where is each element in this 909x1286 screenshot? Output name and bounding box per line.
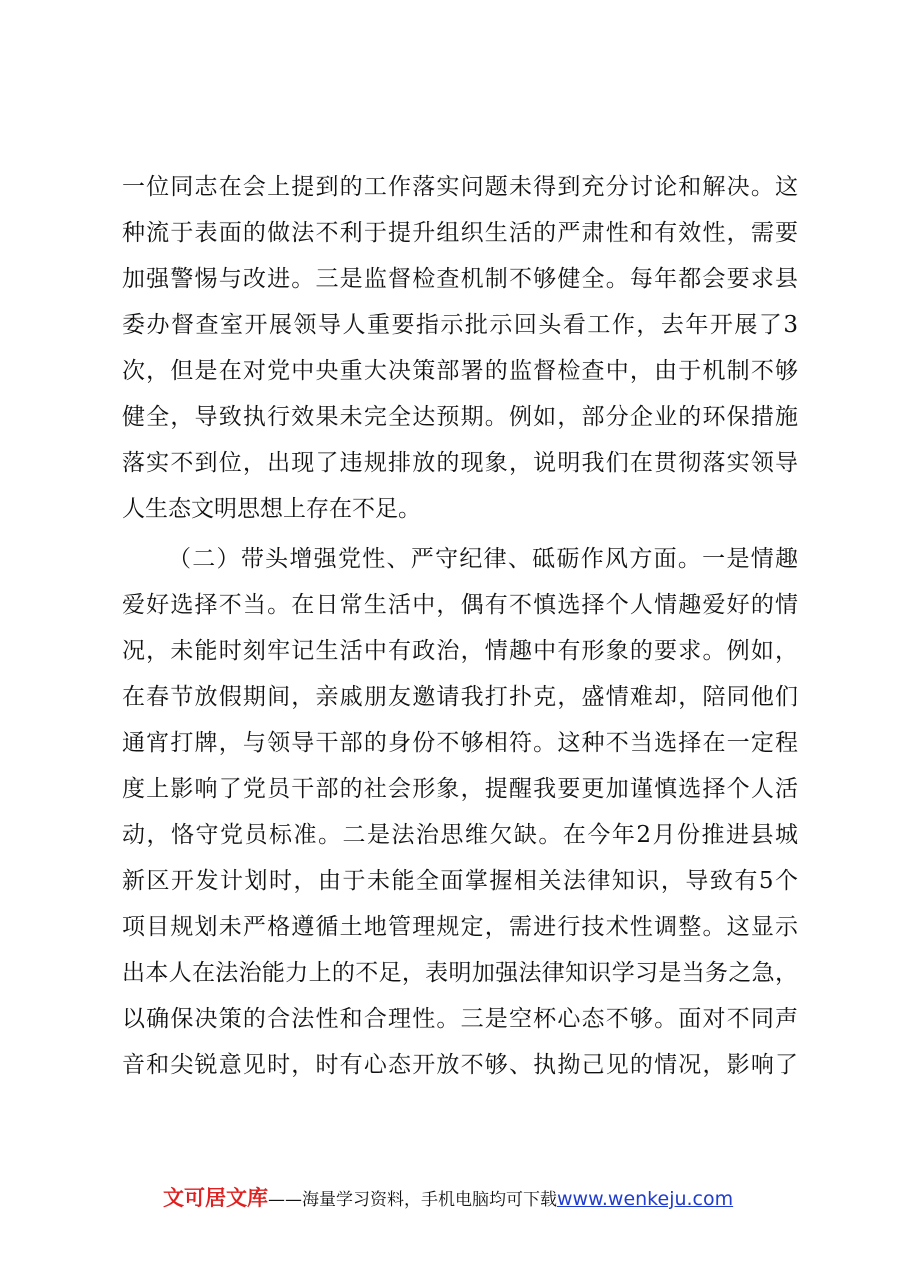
text-line: 动，恪守党员标准。二是法治思维欠缺。在今年2月份推进县城 — [122, 822, 798, 848]
text-line: 加强警惕与改进。三是监督检查机制不够健全。每年都会要求县 — [122, 266, 798, 292]
text-line: 一位同志在会上提到的工作落实问题未得到充分讨论和解决。这 — [122, 174, 798, 200]
document-body — [122, 164, 798, 1088]
text-line: 种流于表面的做法不利于提升组织生活的严肃性和有效性，需要 — [122, 220, 798, 246]
paragraph-section-two — [122, 536, 798, 1088]
text-line: 度上影响了党员干部的社会形象，提醒我要更加谨慎选择个人活 — [122, 776, 798, 802]
text-line: 音和尖锐意见时，时有心态开放不够、执拗己见的情况，影响了 — [122, 1052, 798, 1078]
text-line: 委办督查室开展领导人重要指示批示回头看工作，去年开展了3 — [122, 312, 798, 338]
text-line: 出本人在法治能力上的不足，表明加强法律知识学习是当务之急， — [122, 960, 798, 986]
text-line: 项目规划未严格遵循土地管理规定，需进行技术性调整。这显示 — [122, 914, 798, 940]
text-line: 人生态文明思想上存在不足。 — [122, 496, 421, 522]
text-line: 况，未能时刻牢记生活中有政治，情趣中有形象的要求。例如， — [122, 638, 798, 664]
footer-banner — [163, 1183, 733, 1213]
text-line: 通宵打牌，与领导干部的身份不够相符。这种不当选择在一定程 — [122, 730, 798, 756]
footer-url-link[interactable]: www.wenkeju.com — [557, 1188, 734, 1210]
footer-brand: 文可居文库 — [163, 1186, 268, 1210]
text-line: 爱好选择不当。在日常生活中，偶有不慎选择个人情趣爱好的情 — [122, 592, 798, 618]
paragraph-continued — [122, 164, 798, 532]
text-line: 以确保决策的合法性和合理性。三是空杯心态不够。面对不同声 — [122, 1006, 798, 1032]
text-line: 次，但是在对党中央重大决策部署的监督检查中，由于机制不够 — [122, 358, 798, 384]
section-heading-line: （二）带头增强党性、严守纪律、砥砺作风方面。一是情趣 — [168, 546, 798, 572]
text-line: 新区开发计划时，由于未能全面掌握相关法律知识，导致有5个 — [122, 868, 798, 894]
footer-slogan: ——海量学习资料，手机电脑均可下载 — [268, 1190, 557, 1210]
text-line: 健全，导致执行效果未完全达预期。例如，部分企业的环保措施 — [122, 404, 798, 430]
text-line: 落实不到位，出现了违规排放的现象，说明我们在贯彻落实领导 — [122, 450, 798, 476]
text-line: 在春节放假期间，亲戚朋友邀请我打扑克，盛情难却，陪同他们 — [122, 684, 798, 710]
